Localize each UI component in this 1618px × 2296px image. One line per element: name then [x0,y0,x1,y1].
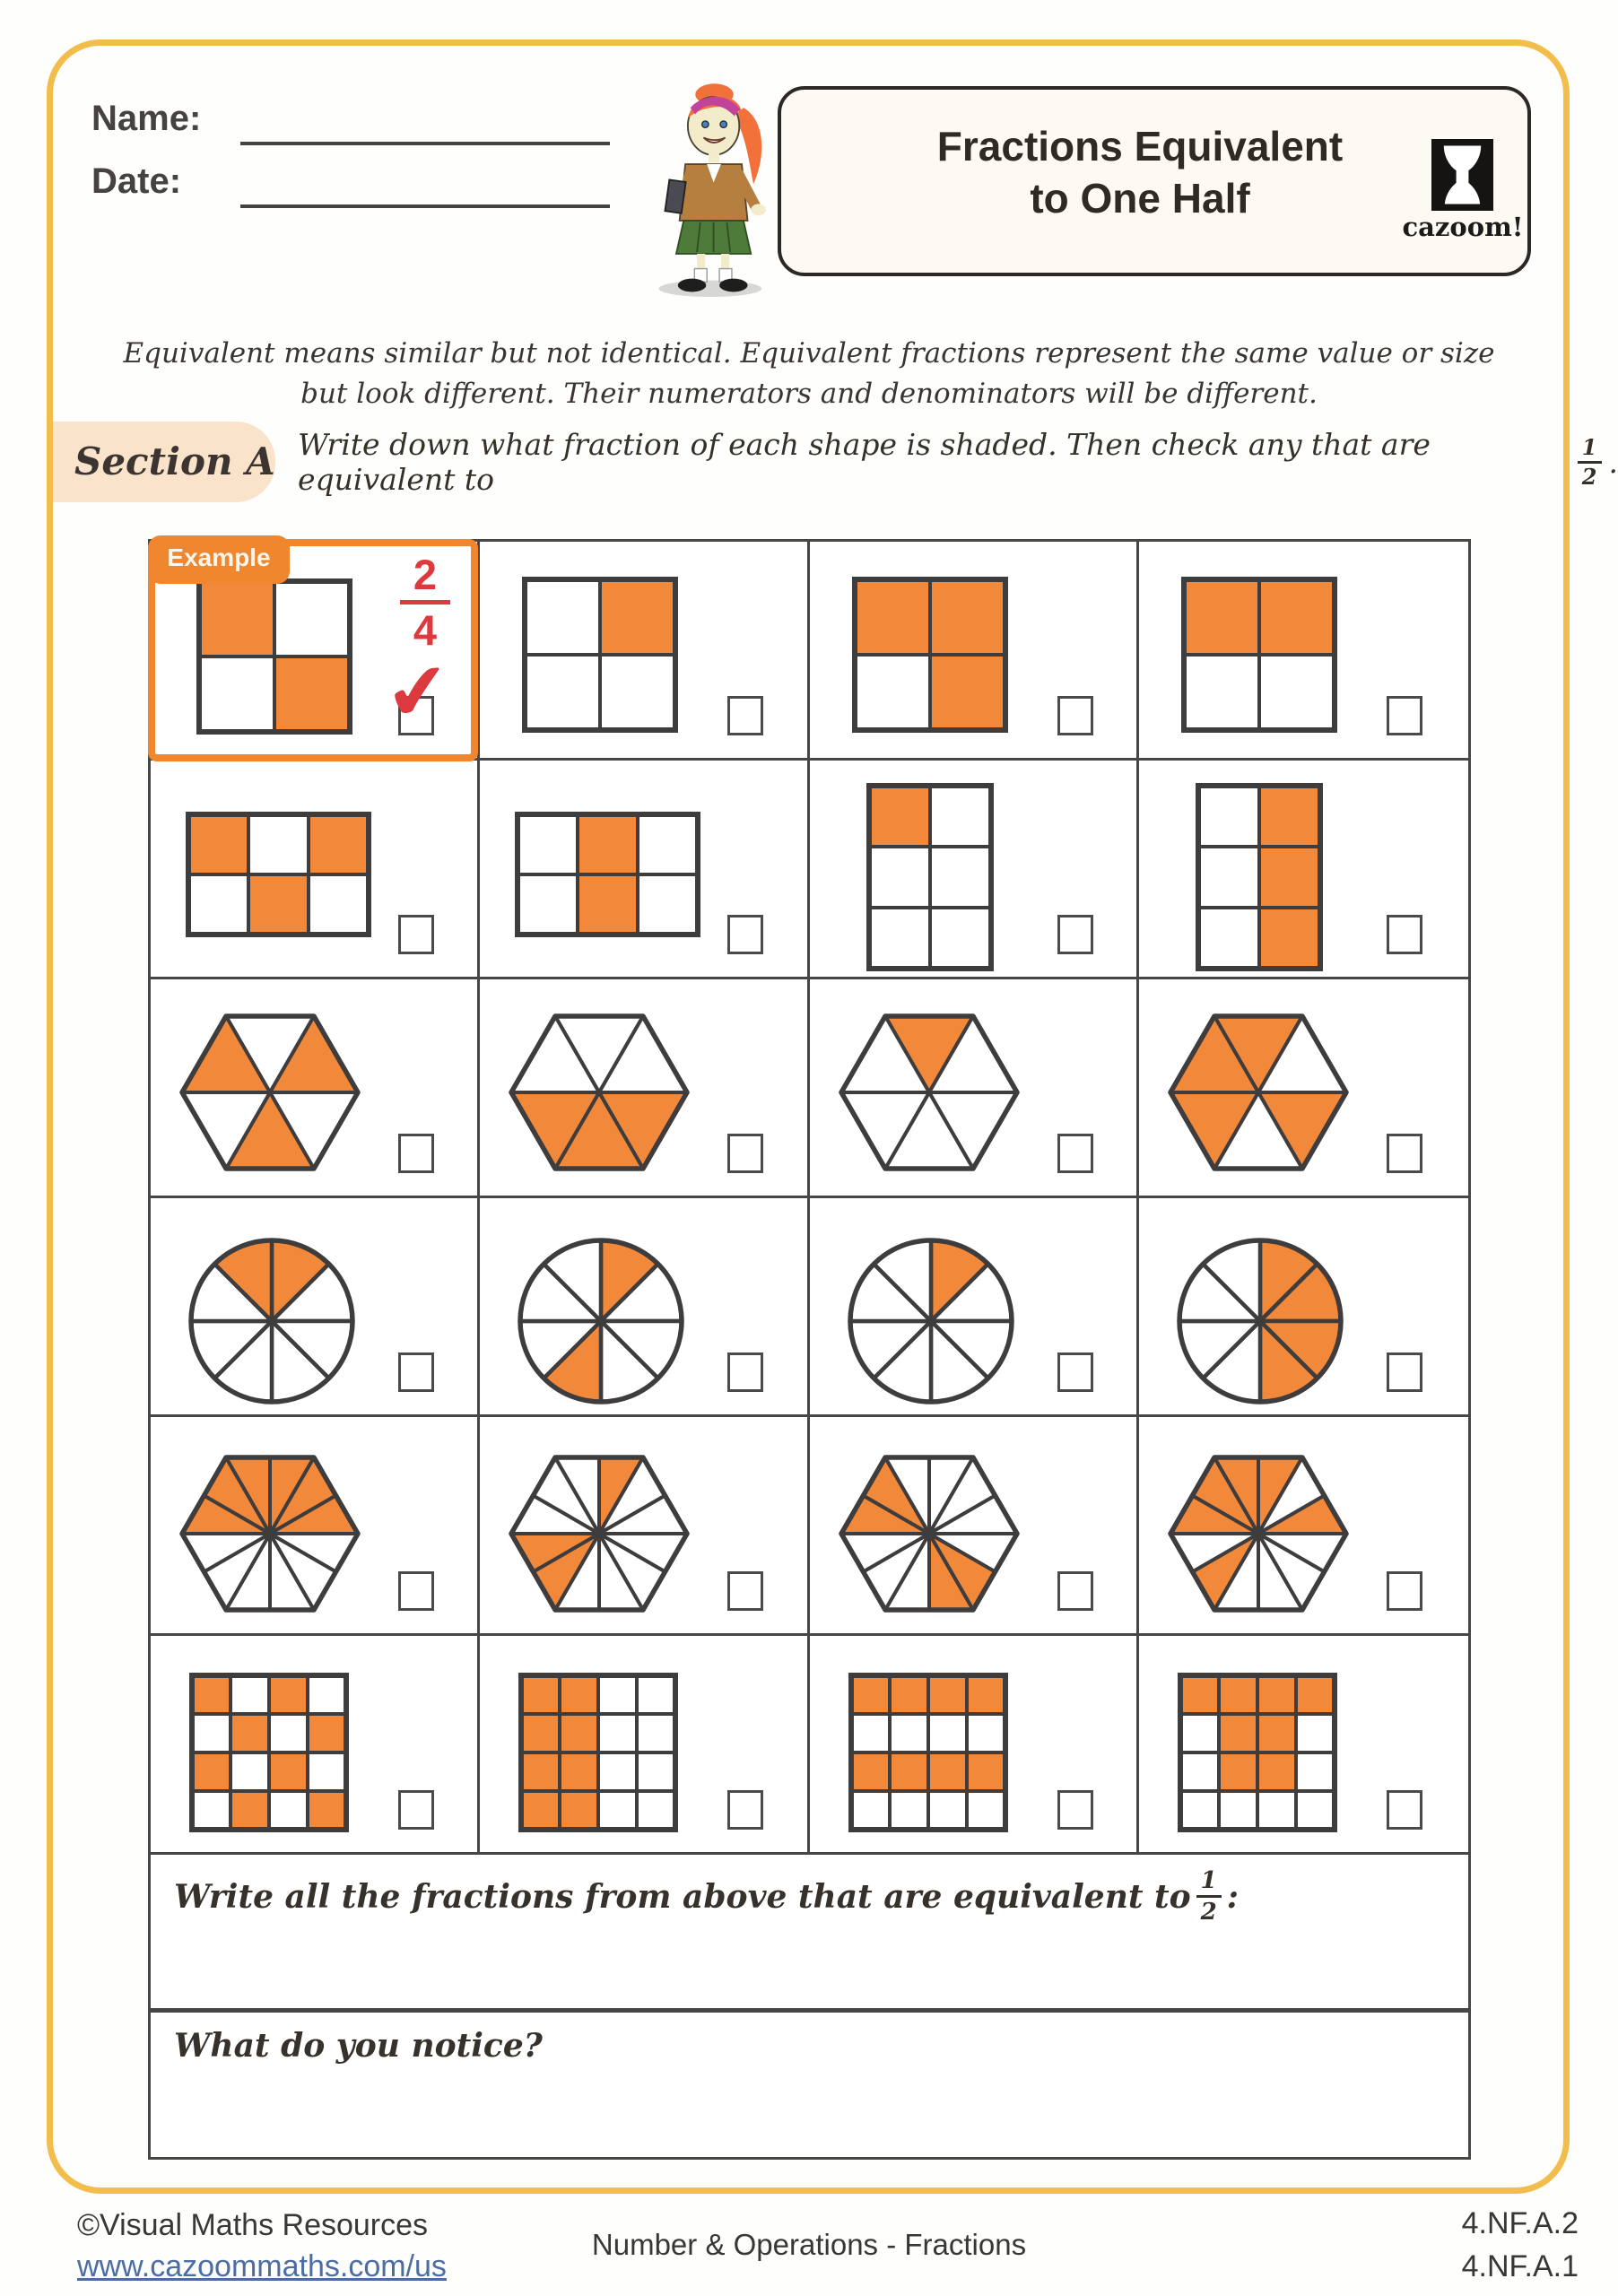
shape-cell-r5c3 [810,1417,1139,1636]
shape-cell-r4c3 [810,1198,1139,1417]
fraction-circle8-shape [846,1236,1016,1406]
fraction-grid-shape [1195,782,1324,972]
equivalent-checkbox-r3c1[interactable] [398,1134,434,1173]
equivalent-checkbox-r5c1[interactable] [398,1571,434,1611]
worksheet-title: Fractions Equivalent to One Half [936,123,1344,222]
fraction-hex6-shape [507,1012,692,1173]
notice-answer-area[interactable] [151,2013,1468,2157]
notice-prompt: What do you notice? [174,2027,543,2065]
shape-cell-r2c3 [810,761,1139,979]
fraction-hex12-shape [178,1453,362,1614]
standard-code-2: 4.NF.A.1 [1461,2249,1579,2283]
shape-cell-r6c1 [151,1636,480,1855]
example-fraction-answer: $\frac{2}{4}$ [400,552,450,653]
shape-cell-r1c4 [1139,542,1468,761]
equivalent-checkbox-r1c4[interactable] [1387,696,1422,735]
example-label: Example [148,535,290,584]
cazoom-logo-icon [1431,139,1493,211]
fraction-hex6-shape [178,1012,362,1173]
shape-cell-r2c4 [1139,761,1468,979]
shape-cell-r3c2 [480,979,809,1198]
intro-paragraph: Equivalent means similar but not identical. Equivalent fractions represent the same value or size but look different. Their numerators and denominators will be different. [123,337,1495,410]
name-label: Name: [91,99,202,138]
write-fractions-prompt: Write all the fractions from above that are equivalent to $\frac{1}{2}$ : [174,1867,1240,1926]
shape-cell-r2c1 [151,761,480,979]
write-fractions-answer-area[interactable] [151,1855,1468,2013]
fraction-circle8-shape [1175,1236,1345,1406]
shape-cell-r4c1 [151,1198,480,1417]
fraction-grid-shape [1177,1672,1338,1833]
fraction-grid-shape [196,578,353,735]
shape-cell-r4c2 [480,1198,809,1417]
footer-copyright: ©Visual Maths Resources [77,2208,429,2242]
date-input-line[interactable] [240,204,610,208]
shape-cell-r1c2 [480,542,809,761]
shape-cell-r3c4 [1139,979,1468,1198]
equivalent-checkbox-r5c4[interactable] [1387,1571,1422,1611]
fraction-grid-shape [521,576,679,734]
one-half-fraction: $\frac{1}{2}$ [1196,1869,1222,1924]
shape-cell-r4c4 [1139,1198,1468,1417]
equivalent-checkbox-r4c3[interactable] [1057,1352,1093,1392]
equivalent-checkbox-r1c3[interactable] [1057,696,1093,735]
fraction-circle8-shape [516,1236,686,1406]
fraction-grid-shape [185,811,372,938]
example-checkmark-icon: ✔ [380,644,456,741]
equivalent-checkbox-r4c2[interactable] [727,1352,763,1392]
section-a-instruction: Write down what fraction of each shape is shaded. Then check any that are equivalent to $\frac{1}{2}$ . [298,427,1618,497]
equivalent-checkbox-r6c2[interactable] [727,1790,763,1830]
shape-cell-r6c4 [1139,1636,1468,1855]
fraction-hex6-shape [837,1012,1022,1173]
equivalent-checkbox-r2c1[interactable] [398,915,434,954]
section-a-badge: Section A [53,422,275,502]
footer-url-link[interactable]: www.cazoommaths.com/us [77,2249,447,2283]
equivalent-checkbox-r6c4[interactable] [1387,1790,1422,1830]
name-input-line[interactable] [240,142,610,145]
equivalent-checkbox-r1c2[interactable] [727,696,763,735]
shape-cell-r6c2 [480,1636,809,1855]
fraction-hex12-shape [507,1453,692,1614]
equivalent-checkbox-r6c1[interactable] [398,1790,434,1830]
shapes-table [148,539,1471,2160]
footer-category: Number & Operations - Fractions [591,2228,1027,2261]
schoolgirl-mascot-illustration [621,61,787,312]
shape-cell-r2c2 [480,761,809,979]
equivalent-checkbox-r3c3[interactable] [1057,1134,1093,1173]
equivalent-checkbox-r6c3[interactable] [1057,1790,1093,1830]
equivalent-checkbox-r3c4[interactable] [1387,1134,1422,1173]
shape-cell-r3c1 [151,979,480,1198]
date-label: Date: [91,161,182,201]
shape-cell-r1c3 [810,542,1139,761]
standard-code-1: 4.NF.A.2 [1461,2206,1579,2240]
fraction-grid-shape [518,1672,679,1833]
cazoom-logo-text: cazoom! [1402,212,1524,242]
shape-cell-r6c3 [810,1636,1139,1855]
fraction-hex12-shape [837,1453,1022,1614]
fraction-hex6-shape [1166,1012,1351,1173]
shape-cell-r3c3 [810,979,1139,1198]
equivalent-checkbox-r2c2[interactable] [727,915,763,954]
fraction-grid-shape [866,782,995,972]
equivalent-checkbox-r5c2[interactable] [727,1571,763,1611]
one-half-fraction: $\frac{1}{2}$ [1578,437,1602,488]
shape-cell-r5c4 [1139,1417,1468,1636]
fraction-circle8-shape [187,1236,357,1406]
fraction-hex12-shape [1166,1453,1351,1614]
fraction-grid-shape [851,576,1009,734]
shape-cell-r5c1 [151,1417,480,1636]
equivalent-checkbox-r2c4[interactable] [1387,915,1422,954]
worksheet-title-box [778,86,1531,276]
equivalent-checkbox-r4c1[interactable] [398,1352,434,1392]
fraction-grid-shape [514,811,701,938]
equivalent-checkbox-r4c4[interactable] [1387,1352,1422,1392]
fraction-grid-shape [848,1672,1009,1833]
fraction-grid-shape [1180,576,1338,734]
shape-cell-r5c2 [480,1417,809,1636]
equivalent-checkbox-r2c3[interactable] [1057,915,1093,954]
equivalent-checkbox-r3c2[interactable] [727,1134,763,1173]
equivalent-checkbox-r5c3[interactable] [1057,1571,1093,1611]
fraction-grid-shape [188,1672,350,1833]
